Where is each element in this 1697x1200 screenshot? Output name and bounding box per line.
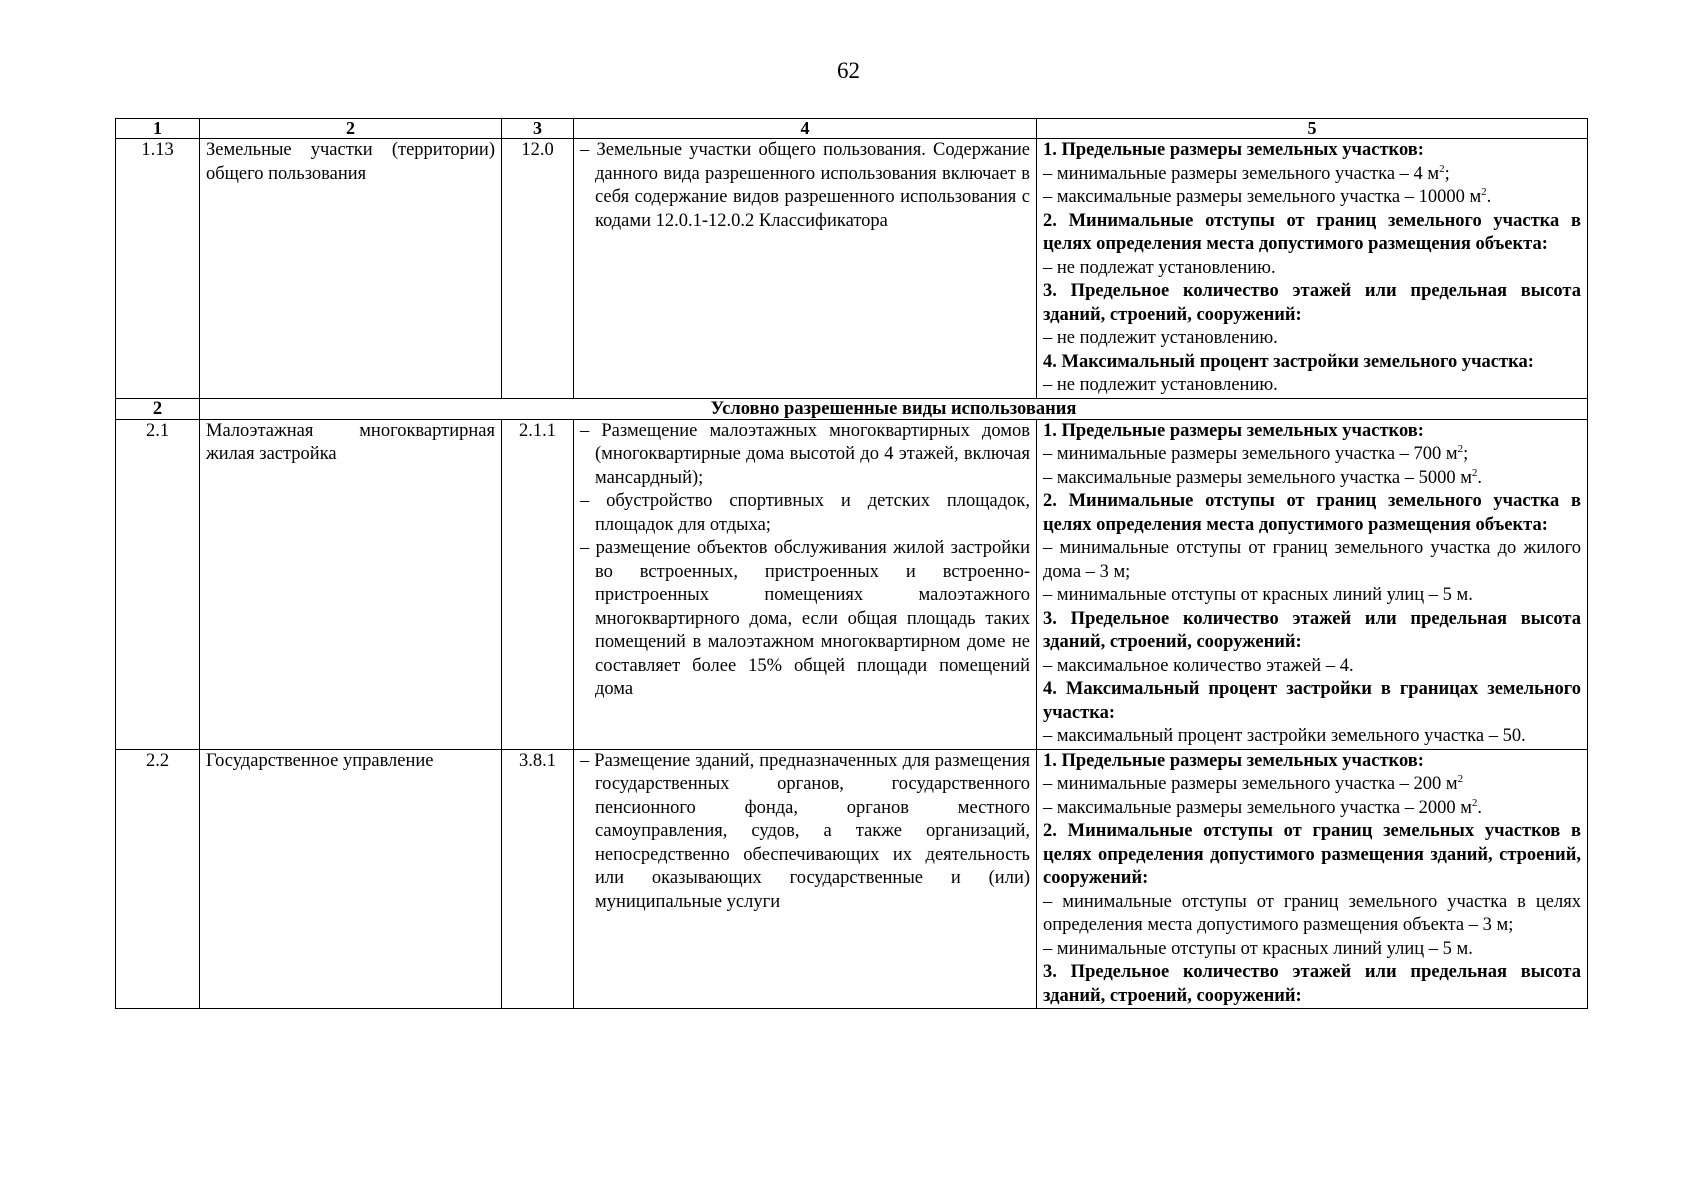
parameter-item: – максимальные размеры земельного участка – 2000 $м^2$. <box>1043 796 1483 818</box>
parameter-heading: 4. Максимальный процент застройки земельного участка: <box>1043 351 1534 372</box>
parameter-item: – минимальные отступы от красных линий улиц – 5 м. <box>1043 938 1473 959</box>
table-row <box>116 419 1588 749</box>
parameter-heading: 3. Предельное количество этажей или предельная высота зданий, строений, сооружений: <box>1043 962 1581 1006</box>
parameter-heading: 2. Минимальные отступы от границ земельного участка в целях определения места допустимого размещения объекта: <box>1043 491 1581 535</box>
parameters <box>1037 419 1588 749</box>
use-type-name: Государственное управление <box>200 749 502 1009</box>
parameter-heading: 2. Минимальные отступы от границ земельных участков в целях определения допустимого размещения зданий, строений, сооружений: <box>1043 821 1581 888</box>
use-type-name: Малоэтажная многоквартирная жилая застройка <box>200 419 502 749</box>
description-item: – размещение объектов обслуживания жилой застройки во встроенных, пристроенных и встроенно-пристроенных помещениях малоэтажного многоквартирного дома, если общая площадь таких помещений в малоэтажном многоквартирном доме не составляет более 15% общей площади помещений дома <box>580 538 1030 699</box>
use-description <box>574 419 1037 749</box>
table-row <box>116 749 1588 1009</box>
row-number: 2.2 <box>116 749 200 1009</box>
use-type-name: Земельные участки (территории) общего пользования <box>200 139 502 399</box>
parameter-item: – максимальные размеры земельного участка – 5000 $м^2$. <box>1043 466 1483 488</box>
row-number: 2.1 <box>116 419 200 749</box>
description-item: – обустройство спортивных и детских площадок, площадок для отдыха; <box>580 491 1030 535</box>
parameter-item: – минимальные отступы от границ земельного участка в целях определения места допустимого размещения объекта – 3 м; <box>1043 891 1581 935</box>
parameter-heading: 2. Минимальные отступы от границ земельного участка в целях определения места допустимого размещения объекта: <box>1043 210 1581 254</box>
parameter-item: – минимальные размеры земельного участка – 700 $м^2$; <box>1043 442 1469 464</box>
parameter-item: – не подлежит установлению. <box>1043 328 1278 348</box>
header-col-1: 1 <box>116 119 200 139</box>
classifier-code: 3.8.1 <box>502 749 574 1009</box>
parameter-item: – минимальные отступы от красных линий улиц – 5 м. <box>1043 585 1473 605</box>
header-col-4: 4 <box>574 119 1037 139</box>
parameters <box>1037 749 1588 1009</box>
parameter-heading: 1. Предельные размеры земельных участков: <box>1043 140 1424 160</box>
description-item: – Земельные участки общего пользования. Содержание данного вида разрешенного использования включает в себя содержание видов разрешенного использования с кодами 12.0.1-12.0.2 Классификатора <box>580 140 1030 231</box>
regulations-table <box>115 118 1588 1009</box>
parameter-heading: 3. Предельное количество этажей или предельная высота зданий, строений, сооружений: <box>1043 281 1581 325</box>
classifier-code: 12.0 <box>502 139 574 399</box>
row-number: 1.13 <box>116 139 200 399</box>
parameter-heading: 4. Максимальный процент застройки в границах земельного участка: <box>1043 679 1581 723</box>
parameter-heading: 1. Предельные размеры земельных участков: <box>1043 750 1424 771</box>
parameter-item: – максимальное количество этажей – 4. <box>1043 655 1354 676</box>
table-header-row <box>116 119 1588 139</box>
parameter-item: – не подлежат установлению. <box>1043 257 1276 278</box>
section-row <box>116 398 1588 419</box>
parameters <box>1037 139 1588 399</box>
parameter-item: – не подлежит установлению. <box>1043 375 1278 395</box>
use-description <box>574 749 1037 1009</box>
parameter-item: – минимальные размеры земельного участка – 4 $м^2$; <box>1043 162 1450 184</box>
parameter-item: – максимальный процент застройки земельного участка – 50. <box>1043 726 1526 746</box>
section-number: 2 <box>116 398 200 419</box>
parameter-item: – минимальные размеры земельного участка – 200 $м^2$ <box>1043 772 1464 794</box>
use-description <box>574 139 1037 399</box>
header-col-5: 5 <box>1037 119 1588 139</box>
parameter-item: – минимальные отступы от границ земельного участка до жилого дома – 3 м; <box>1043 538 1581 582</box>
description-item: – Размещение зданий, предназначенных для размещения государственных органов, государственного пенсионного фонда, органов местного самоуправления, судов, а также организаций, непосредственно обеспечивающих их деятельность или оказывающих государственные и (или) муниципальные услуги <box>580 750 1030 912</box>
section-title: Условно разрешенные виды использования <box>200 398 1588 419</box>
parameter-heading: 1. Предельные размеры земельных участков: <box>1043 420 1424 441</box>
header-col-3: 3 <box>502 119 574 139</box>
description-item: – Размещение малоэтажных многоквартирных домов (многоквартирные дома высотой до 4 этажей, включая мансардный); <box>580 420 1030 488</box>
table-row <box>116 139 1588 399</box>
classifier-code: 2.1.1 <box>502 419 574 749</box>
parameter-item: – максимальные размеры земельного участка – 10000 $м^2$. <box>1043 185 1492 207</box>
page-number: 62 <box>837 58 860 83</box>
header-col-2: 2 <box>200 119 502 139</box>
parameter-heading: 3. Предельное количество этажей или предельная высота зданий, строений, сооружений: <box>1043 608 1581 652</box>
